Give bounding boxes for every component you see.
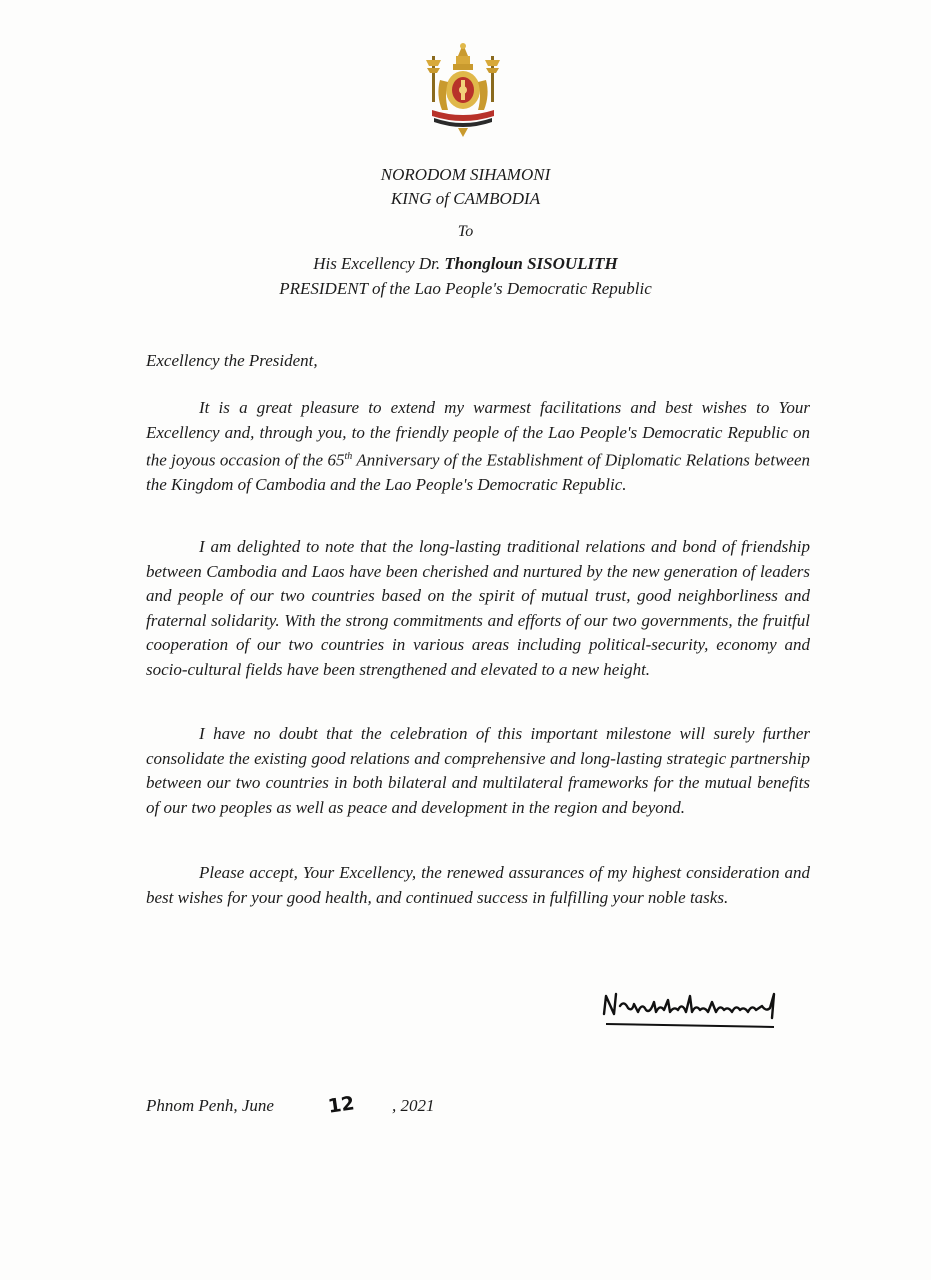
paragraph-3: I have no doubt that the celebration of this important milestone will surely further consolidate the existing good relations and comprehensive and long-lasting strategic partnership between our two countries in both bilateral and multilateral frameworks for the mutual benefits of our two peoples as well as peace and development in the region and beyond. [146, 724, 810, 817]
paragraph-2: I am delighted to note that the long-lasting traditional relations and bond of friendship between Cambodia and Laos have been cherished and nurtured by the new generation of leaders and people of our two countries based on the spirit of mutual trust, good neighborliness and fraternal solidarity. With the strong commitments and efforts of our two governments, the fruitful cooperation of our two countries in various areas including political-security, economy and socio-cultural fields have been strengthened and elevated to a new height. [146, 537, 810, 679]
recipient-name: Thongloun SISOULITH [444, 254, 618, 273]
recipient-title: PRESIDENT of the Lao People's Democratic Republic [279, 279, 652, 298]
sender-title: KING of CAMBODIA [390, 189, 541, 208]
paragraph-4: Please accept, Your Excellency, the renewed assurances of my highest consideration and best wishes for your good health, and continued success in fulfilling your noble tasks. [146, 863, 810, 907]
recipient-prefix: His Excellency Dr. [313, 254, 445, 273]
paragraph-1: It is a great pleasure to extend my warmest facilitations and best wishes to Your Excellency and, through you, to the friendly people of the Lao People's Democratic Republic on the joyous occasion of the 65th Anniversary of the Establishment of Diplomatic Relations between the Kingdom of Cambodia and the Lao People's Democratic Republic. [146, 398, 811, 495]
sender-name: NORODOM SIHAMONI [380, 165, 551, 184]
date-day-handwritten: 12 [326, 1092, 356, 1118]
royal-coat-of-arms-icon [418, 40, 508, 140]
handwritten-signature [598, 984, 788, 1034]
date-place-month: Phnom Penh, June [146, 1096, 274, 1115]
to-label: To [457, 223, 474, 240]
date-year: , 2021 [392, 1096, 435, 1115]
recipient-line [0, 251, 931, 276]
salutation: Excellency the President, [146, 351, 318, 370]
